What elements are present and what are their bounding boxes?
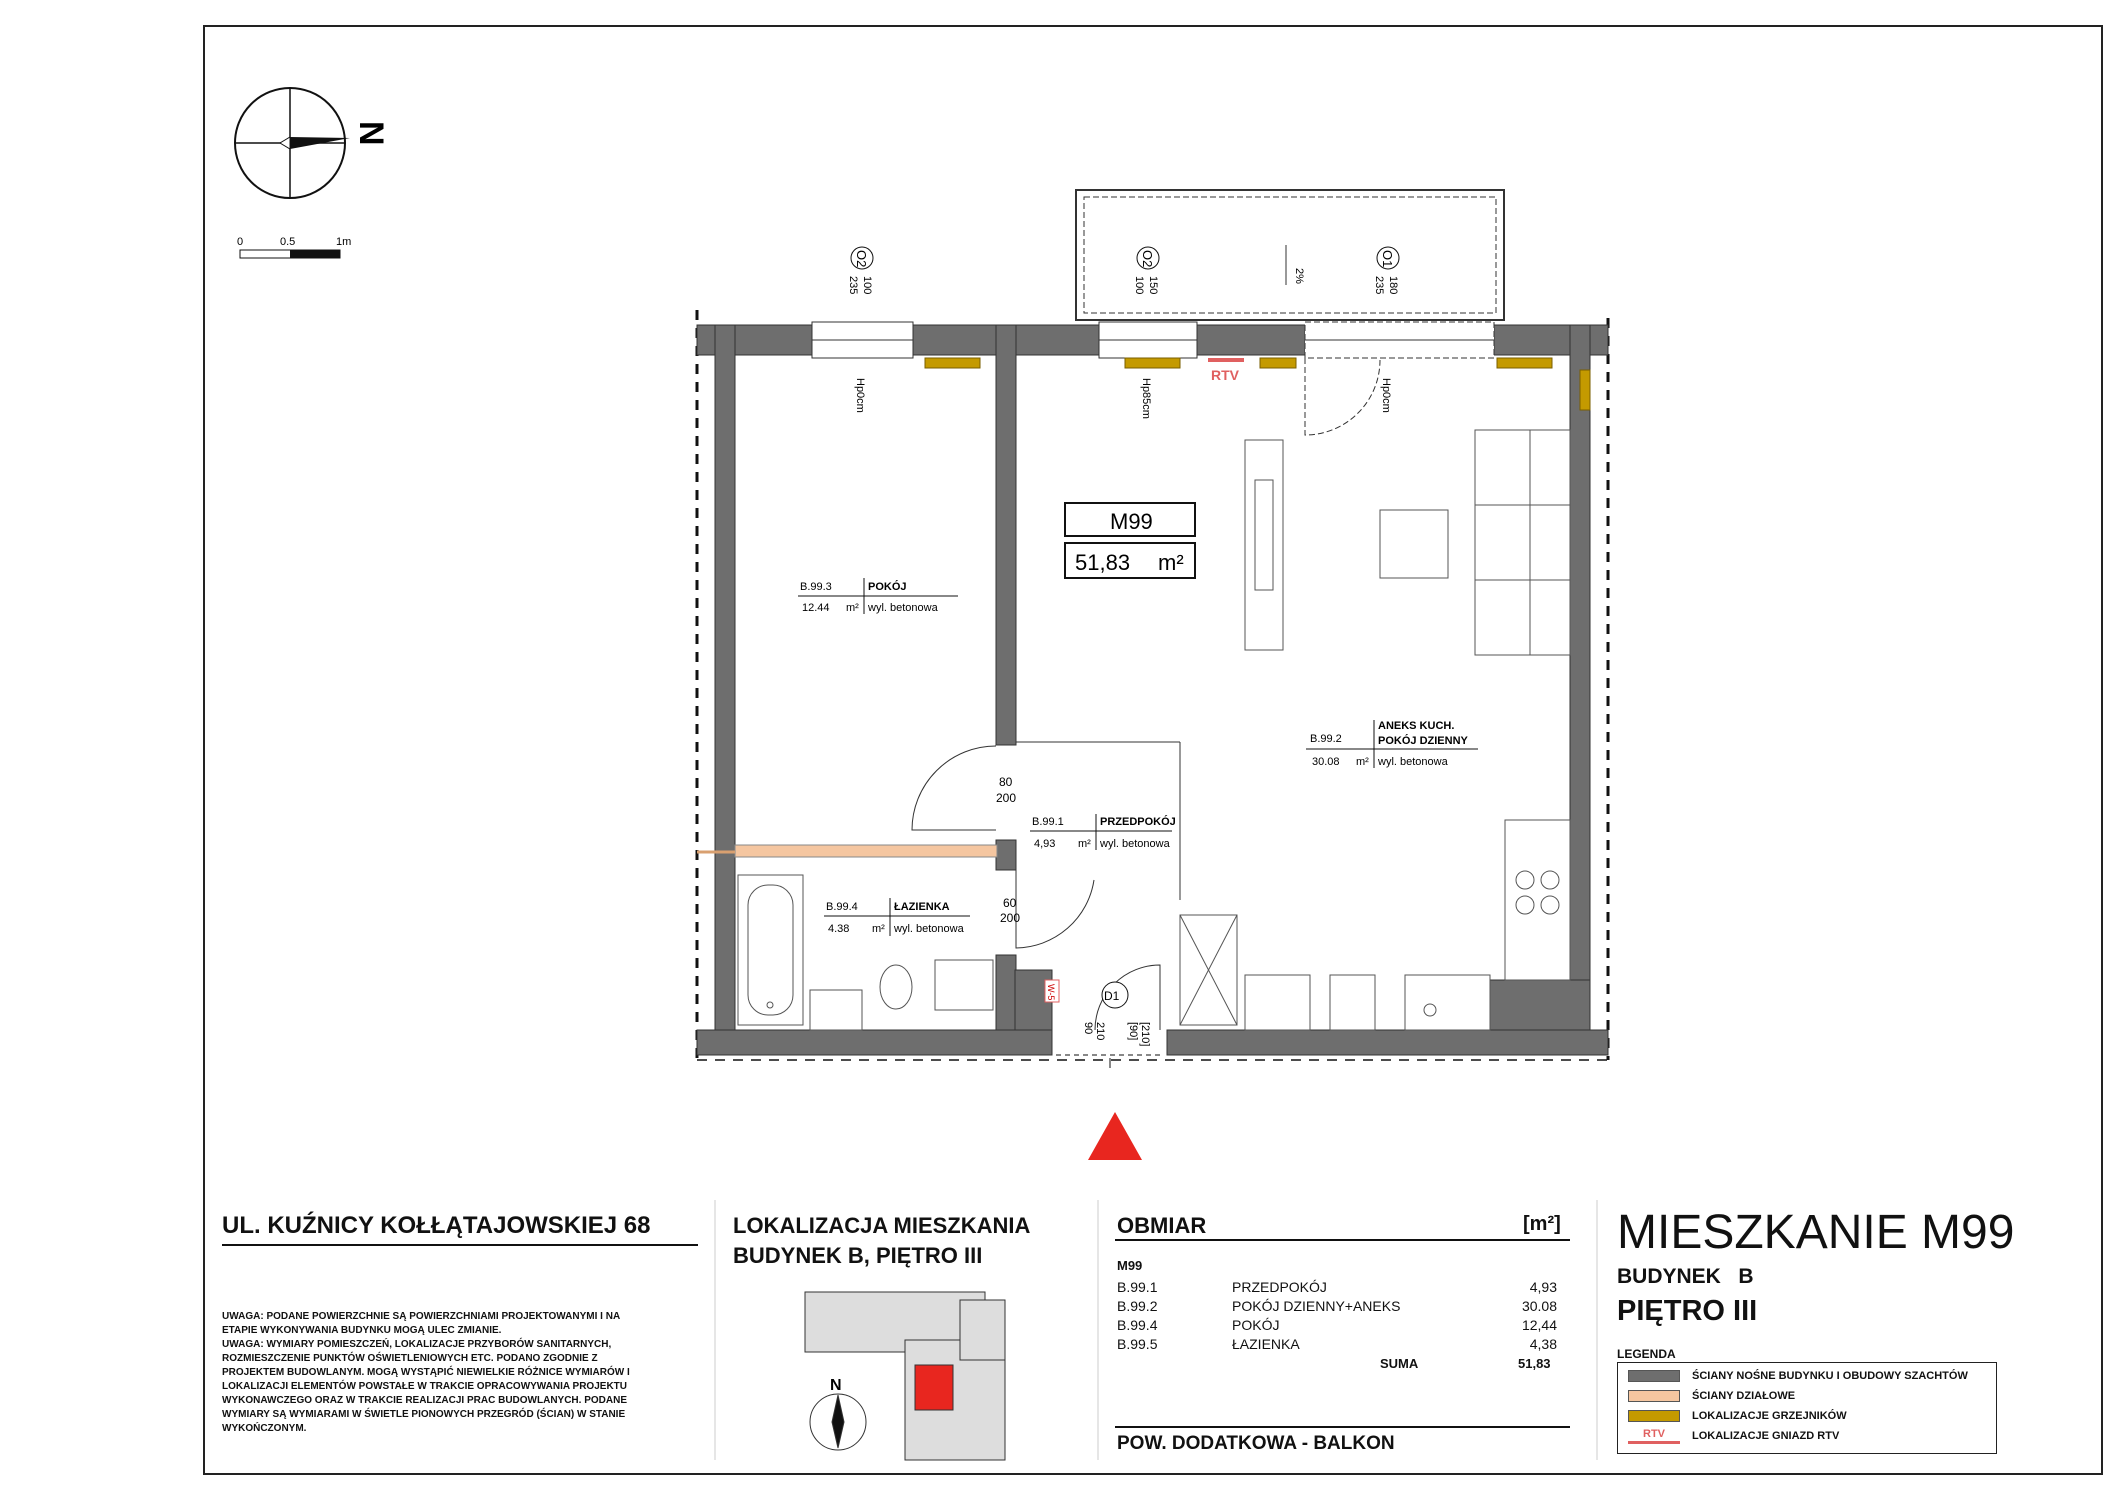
obmiar-cell-value: 4,93 (1529, 1278, 1557, 1295)
obmiar-cell-name: POKÓJ DZIENNY+ANEKS (1232, 1297, 1401, 1314)
svg-text:B.99.4: B.99.4 (826, 901, 858, 913)
note-line: WYMIARY SĄ WYMIARAMI W ŚWIETLE PIONOWYCH PRZEGRÓD (ŚCIAN) W STANIE (222, 1409, 626, 1420)
svg-text:PRZEDPOKÓJ: PRZEDPOKÓJ (1100, 816, 1176, 828)
building: BUDYNEK B (1617, 1265, 1754, 1288)
obmiar-cell-id: B.99.2 (1117, 1297, 1158, 1314)
svg-text:ŁAZIENKA: ŁAZIENKA (894, 901, 950, 913)
legend (1617, 1362, 1997, 1454)
balcony-slope: 2% (1293, 268, 1305, 284)
scale-label-1m: 1m (336, 236, 352, 248)
window-2-w: 150 (1147, 276, 1159, 295)
window-3-code: O1 (1380, 250, 1395, 268)
bathroom-fixtures (738, 875, 993, 1030)
svg-text:B.99.2: B.99.2 (1310, 733, 1342, 745)
legend-swatch (1628, 1390, 1680, 1402)
scale-bar (237, 236, 351, 258)
legend-swatch: RTV (1628, 1428, 1680, 1444)
svg-text:m²: m² (1078, 838, 1091, 850)
svg-text:B.99.1: B.99.1 (1032, 816, 1064, 828)
legend-row (1628, 1366, 1986, 1386)
note-line: UWAGA: PODANE POWIERZCHNIE SĄ POWIERZCHNIAMI PROJEKTOWANYMI I NA (222, 1311, 621, 1322)
entrance-door-code: D1 (1104, 989, 1120, 1003)
partition-wall (735, 845, 997, 857)
svg-text:wyl. betonowa: wyl. betonowa (1378, 756, 1448, 768)
entrance-arrow (1088, 1112, 1142, 1160)
entrance-door-w: 90 (1082, 1022, 1094, 1035)
note-line: ETAPIE WYKONYWANIA BUDYNKU MOGĄ ULEC ZMIANIE. (222, 1325, 502, 1336)
floor: PIĘTRO III (1617, 1295, 1758, 1327)
location-title: LOKALIZACJA MIESZKANIA (733, 1213, 1031, 1238)
svg-text:12.44: 12.44 (802, 602, 830, 614)
door-2-h: 200 (1000, 911, 1021, 925)
note-line: LOKALIZACJI ELEMENTÓW POWSTAŁE W TRAKCIE OPRACOWYWANIA PROJEKTU (222, 1381, 627, 1392)
legend-swatch (1628, 1410, 1680, 1422)
entrance-door-a: [90] (1127, 1022, 1139, 1041)
svg-text:wyl. betonowa: wyl. betonowa (868, 602, 938, 614)
window-2-sill: Hp85cm (1140, 378, 1152, 419)
load-bearing-walls (697, 325, 1608, 1055)
obmiar-cell-id: B.99.4 (1117, 1316, 1158, 1333)
note-line: PROJEKTEM BUDOWLANYM. MOGĄ WYSTĄPIĆ NIEWIELKIE RÓŻNICE WYMIARÓW I (222, 1367, 630, 1378)
scale-label-half: 0.5 (280, 236, 296, 248)
apartment-code: M99 (1110, 509, 1153, 534)
obmiar-cell-name: POKÓJ (1232, 1316, 1280, 1333)
shaft-label: W-5 (1046, 984, 1056, 1001)
note-line: UWAGA: WYMIARY POMIESZCZEŃ, LOKALIZACJE PRZYBORÓW SANITARNYCH, (222, 1339, 612, 1350)
svg-text:m²: m² (846, 602, 859, 614)
room-labels (798, 578, 1478, 936)
legend-label: LOKALIZACJE GNIAZD RTV (1692, 1430, 1840, 1442)
legend-label: ŚCIANY NOŚNE BUDYNKU I OBUDOWY SZACHTÓW (1692, 1370, 1968, 1382)
window-2-code: O2 (1140, 250, 1155, 268)
legend-label: LOKALIZACJE GRZEJNIKÓW (1692, 1410, 1847, 1422)
entrance-door-b: [210] (1139, 1022, 1151, 1047)
obmiar-cell-value: 30.08 (1521, 1297, 1557, 1314)
obmiar-apartment: M99 (1117, 1258, 1143, 1273)
room-label-aneks (1306, 720, 1478, 768)
legend-title: LEGENDA (1617, 1347, 1676, 1361)
obmiar-cell-id: B.99.1 (1117, 1278, 1158, 1295)
entrance-door-h: 210 (1094, 1022, 1106, 1041)
window-3-h: 235 (1373, 276, 1385, 295)
scale-label-0: 0 (237, 236, 244, 248)
apartment-title: MIESZKANIE M99 (1617, 1206, 2015, 1259)
apartment-area-unit: m² (1158, 550, 1184, 575)
obmiar-row (1117, 1315, 1557, 1334)
obmiar-row (1117, 1334, 1557, 1353)
address: UL. KUŹNICY KOŁŁĄTAJOWSKIEJ 68 (222, 1212, 651, 1239)
svg-text:m²: m² (872, 923, 885, 935)
apartment-box (1065, 503, 1195, 578)
svg-text:4.38: 4.38 (828, 923, 850, 935)
obmiar-extra: POW. DODATKOWA - BALKON (1117, 1433, 1395, 1454)
svg-text:m²: m² (1356, 756, 1369, 768)
obmiar-cell-name: ŁAZIENKA (1232, 1335, 1300, 1352)
legend-label: ŚCIANY DZIAŁOWE (1692, 1390, 1796, 1402)
living-furniture (1180, 430, 1570, 1030)
location-subtitle: BUDYNEK B, PIĘTRO III (733, 1243, 983, 1268)
legend-row (1628, 1406, 1986, 1426)
obmiar-cell-id: B.99.5 (1117, 1335, 1158, 1352)
svg-text:wyl. betonowa: wyl. betonowa (894, 923, 964, 935)
svg-text:4,93: 4,93 (1034, 838, 1056, 850)
legend-swatch (1628, 1370, 1680, 1382)
legend-row (1628, 1386, 1986, 1406)
room-label-lazienka (824, 898, 970, 936)
obmiar-title: OBMIAR (1117, 1213, 1207, 1238)
svg-text:B.99.3: B.99.3 (800, 581, 832, 593)
obmiar-sum-value: 51,83 (1518, 1356, 1551, 1371)
obmiar-unit: [m²] (1523, 1213, 1561, 1235)
obmiar-cell-value: 4,38 (1529, 1335, 1557, 1352)
obmiar-sum-label: SUMA (1380, 1356, 1419, 1371)
door-1-h: 200 (996, 791, 1017, 805)
obmiar-row (1117, 1296, 1557, 1315)
rtv-label: RTV (1211, 367, 1239, 383)
obmiar-row (1117, 1277, 1557, 1296)
compass (235, 88, 390, 198)
apartment-area: 51,83 (1075, 550, 1131, 575)
svg-text:30.08: 30.08 (1312, 756, 1340, 768)
svg-text:POKÓJ: POKÓJ (868, 581, 907, 593)
room-label-pokoj (798, 578, 958, 614)
obmiar-cell-name: PRZEDPOKÓJ (1232, 1278, 1327, 1295)
svg-text:wyl. betonowa: wyl. betonowa (1100, 838, 1170, 850)
notes (222, 1310, 692, 1436)
radiators (925, 358, 1590, 410)
note-line: WYKOŃCZONYM. (222, 1423, 307, 1434)
window-2-h: 100 (1133, 276, 1145, 295)
note-line: ROZMIESZCZENIE PUNKTÓW OŚWIETLENIOWYCH ETC. PODANO ZGODNIE Z (222, 1353, 598, 1364)
note-line: WYKONAWCZEGO ORAZ W TRAKCIE REALIZACJI PRAC BUDOWLANYCH. PODANE (222, 1395, 627, 1406)
location-north: N (830, 1377, 842, 1394)
window-1-sill: Hp0cm (854, 378, 866, 413)
window-1-w: 100 (861, 276, 873, 295)
room-label-przedpokoj (1030, 814, 1176, 850)
compass-north-letter: N (352, 121, 390, 146)
svg-text:POKÓJ DZIENNY: POKÓJ DZIENNY (1378, 735, 1468, 747)
door-1-w: 80 (999, 775, 1013, 789)
svg-text:ANEKS KUCH.: ANEKS KUCH. (1378, 720, 1455, 732)
location-mini-plan (805, 1292, 1005, 1460)
window-1-h: 235 (847, 276, 859, 295)
window-3-sill: Hp0cm (1380, 378, 1392, 413)
obmiar-table (1117, 1277, 1557, 1353)
obmiar-cell-value: 12,44 (1521, 1316, 1557, 1333)
window-1-code: O2 (854, 250, 869, 268)
door-2-w: 60 (1003, 896, 1017, 910)
window-3-w: 180 (1387, 276, 1399, 295)
legend-row (1628, 1426, 1986, 1446)
